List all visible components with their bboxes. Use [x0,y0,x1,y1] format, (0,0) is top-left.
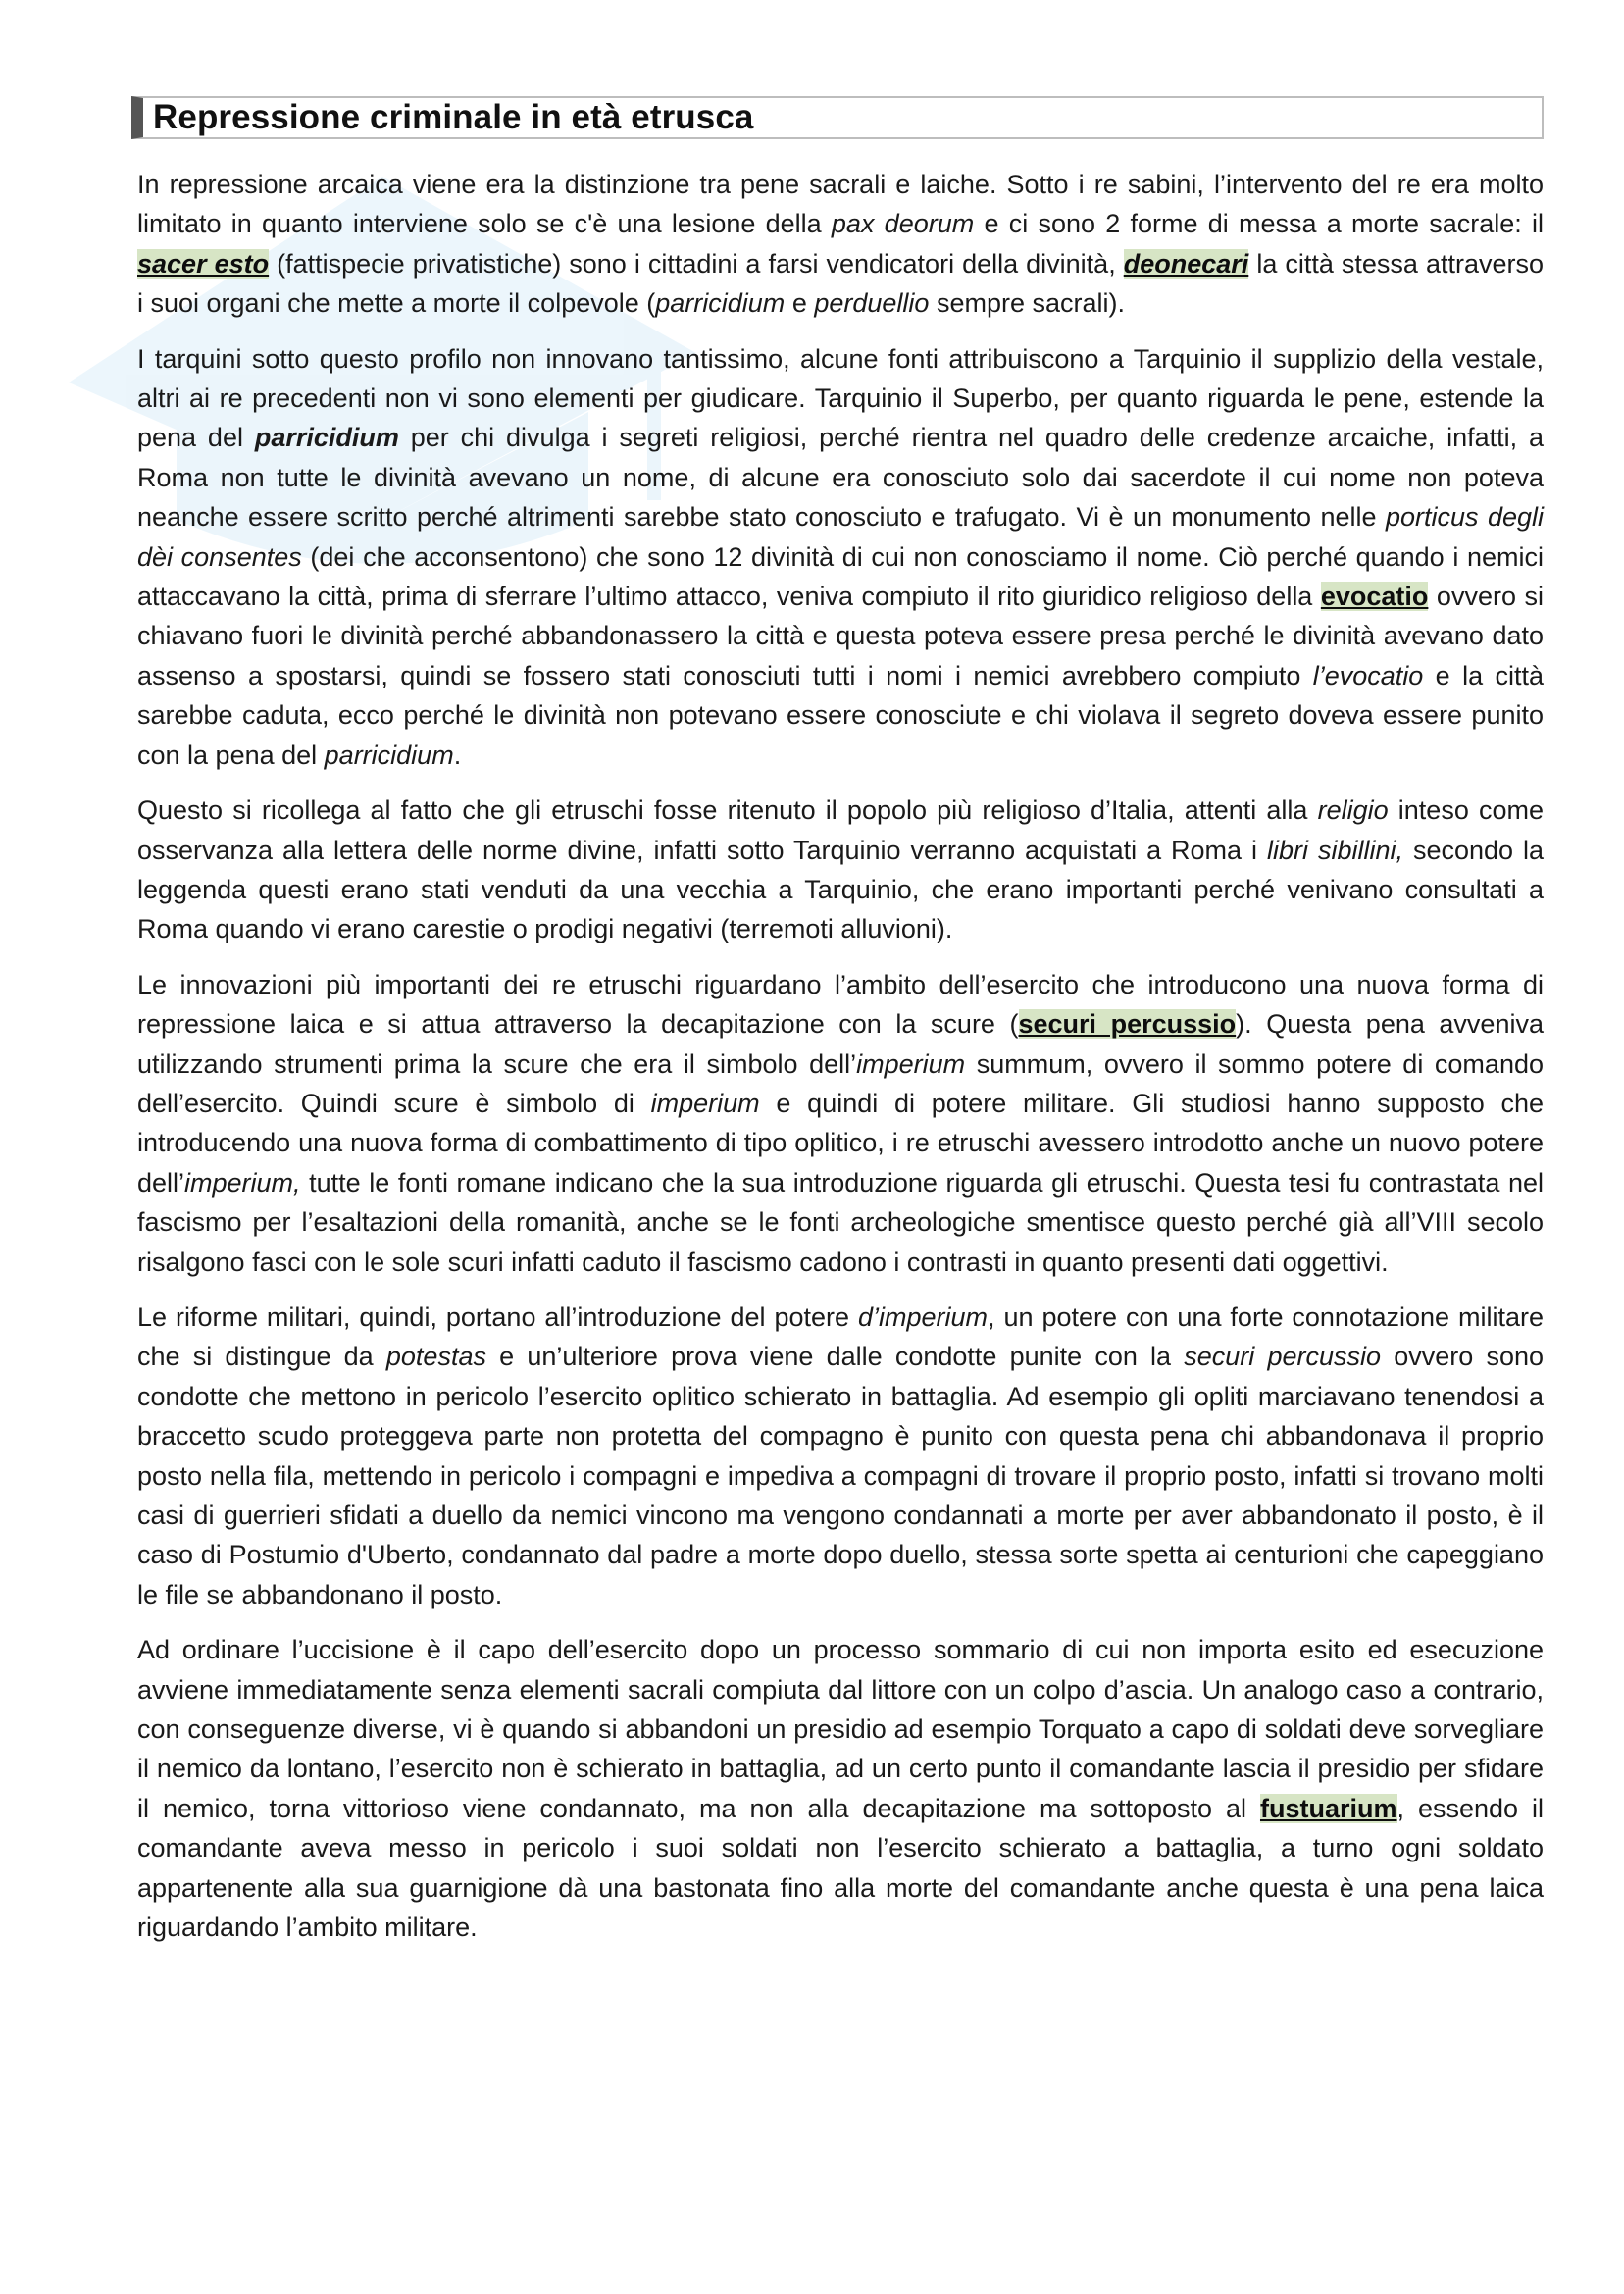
term-religio: religio [1317,795,1389,826]
term-porticus: porticus degli dèi consentes [137,502,1544,572]
term-parricidium: parricidium [254,423,399,453]
text-run: inteso come osservanza alla lettera delle norme divine, infatti sotto Tarquinio verranno acquistati a Roma i [137,795,1545,865]
paragraph-3 [137,790,1544,949]
highlight-securi-percussio: securi percussio [1018,1009,1237,1040]
text-run: tutte le fonti romane indicano che la sua introduzione riguarda gli etruschi. Questa tesi fu contrastata nel fascismo per l’esaltazioni della romanità, anche se le fonti archeologiche smentisce questo perché già all’VIII secolo risalgono fasci con le sole scuri infatti caduto il fascismo cadono i contrasti in quanto presenti dati oggettivi. [137,1167,1544,1277]
document-body [135,165,1544,1947]
text-run: e quindi di potere militare. Gli studiosi hanno supposto che introducendo una nuova forma di combattimento di tipo oplitico, i re etruschi avessero introdotto anche un nuovo potere dell’ [137,1088,1544,1198]
text-run: secondo la leggenda questi erano stati venduti da una vecchia a Tarquinio, che erano importanti perché venivano consultati a Roma quando vi erano carestie o prodigi negativi (terremoti alluvioni). [137,835,1544,944]
paragraph-6 [137,1630,1544,1947]
text-run: ovvero si chiavano fuori le divinità perché abbandonassero la città e questa poteva essere presa perché le divinità avevano dato assenso a spostarsi, quindi se fossero stati conosciuti tutti i nomi i nemici avrebbero compiuto [137,582,1544,690]
text-run: e un’ulteriore prova viene dalle condotte punite con la [485,1342,1185,1372]
text-run: . [453,739,462,770]
term-securi-percussio: securi percussio [1184,1342,1382,1372]
text-run: Le riforme militari, quindi, portano all’introduzione del potere [137,1301,858,1332]
text-run: e [785,288,815,319]
term-parricidium: parricidium [655,288,786,319]
text-run: (dei che acconsentono) che sono 12 divinità di cui non conosciamo il nome. Ciò perché quando i nemici attaccavano la città, prima di sferrare l’ultimo attacco, veniva compiuto il rito giuridico religioso della [137,541,1544,612]
term-imperium: imperium, [184,1167,301,1198]
term-evocatio: l’evocatio [1312,660,1424,690]
section-heading-box [131,96,1544,139]
term-imperium: imperium [650,1088,760,1118]
term-perduellio: perduellio [814,288,930,319]
text-run: per chi divulga i segreti religiosi, perché rientra nel quadro delle credenze arcaiche, infatti, a Roma non tutte le divinità avevano un nome, di alcune era conosciuto solo dai sacerdote il cui nome non poteva neanche essere scritto perché altrimenti sarebbe stato conosciuto e trafugato. Vi è un monumento nelle [137,423,1544,533]
text-run: (fattispecie privatistiche) sono i cittadini a farsi vendicatori della divinità, [269,248,1124,279]
term-imperium: imperium [856,1048,966,1079]
text-run: e la città sarebbe caduta, ecco perché le divinità non potevano essere conosciute e chi violava il segreto doveva essere punito con la pena del [137,660,1544,770]
text-run: ovvero sono condotte che mettono in pericolo l’esercito oplitico schierato in battaglia. Ad esempio gli opliti marciavano tenendosi a braccetto scudo proteggeva parte non protetta del compagno è punito con questa pena chi abbandonava il proprio posto nella fila, mettendo in pericolo i compagni e impediva a compagni di trovare il proprio posto, infatti si trovano molti casi di guerrieri sfidati a duello da nemici vincono ma vengono condannati a morte per aver abbandonato il posto, è il caso di Postumio d'Uberto, condannato dal padre a morte dopo duello, stessa sorte spetta ai centurioni che capeggiano le file se abbandonano il posto. [137,1342,1544,1609]
text-run: Ad ordinare l’uccisione è il capo dell’esercito dopo un processo sommario di cui non importa esito ed esecuzione avviene immediatamente senza elementi sacrali compiuta dal littore con un colpo d’ascia. Un analogo caso a contrario, con conseguenze diverse, vi è quando si abbandoni un presidio ad esempio Torquato a capo di soldati deve sorvegliare il nemico da lontano, l’esercito non è schierato in battaglia, ad un certo punto il comandante lascia il presidio per sfidare il nemico, torna vittorioso viene condannato, ma non alla decapitazione ma sottoposto al [137,1635,1544,1823]
term-potestas: potestas [385,1342,486,1372]
section-heading: Repressione criminale in età etrusca [153,98,754,136]
highlight-fustuarium: fustuarium [1259,1793,1397,1823]
text-run: e ci sono 2 forme di messa a morte sacrale: il [974,209,1545,239]
text-run: , essendo il comandante aveva messo in pericolo i suoi soldati non l’esercito schierato a battaglia, a turno ogni soldato appartenente alla sua guarnigione dà una bastonata fino alla morte del comandante anche questa è una pena laica riguardando l’ambito militare. [137,1793,1544,1943]
highlight-deonecari: deonecari [1123,248,1249,279]
term-parricidium: parricidium [324,739,454,770]
highlight-sacer-esto: sacer esto [137,248,270,279]
text-run: In repressione arcaica viene era la distinzione tra pene sacrali e laiche. Sotto i re sabini, l’intervento del re era molto limitato in quanto interviene solo se c'è una lesione della [137,170,1544,239]
paragraph-2 [137,339,1544,775]
text-run: Le innovazioni più importanti dei re etruschi riguardano l’ambito dell’esercito che introducono una nuova forma di repressione laica e si attua attraverso la decapitazione con la scure ( [137,969,1544,1040]
text-run: , un potere con una forte connotazione militare che si distingue da [137,1301,1544,1372]
text-run: I tarquini sotto questo profilo non innovano tantissimo, alcune fonti attribuiscono a Tarquinio il supplizio della vestale, altri ai re precedenti non vi sono elementi per giudicare. Tarquinio il Superbo, per quanto riguarda le pene, estende la pena del [137,343,1544,453]
text-run: summum, ovvero il sommo potere di comando dell’esercito. Quindi scure è simbolo di [137,1048,1544,1118]
term-pax-deorum: pax deorum [831,209,975,239]
text-run: ). Questa pena avveniva utilizzando strumenti prima la scure che era il simbolo dell’ [137,1009,1544,1079]
paragraph-1 [137,165,1544,324]
paragraph-4 [137,965,1544,1282]
text-run: Questo si ricollega al fatto che gli etruschi fosse ritenuto il popolo più religioso d’Italia, attenti alla [137,795,1318,826]
paragraph-5 [137,1298,1544,1614]
term-imperium: d’imperium [857,1301,989,1332]
text-run: la città stessa attraverso i suoi organi che mette a morte il colpevole ( [137,248,1544,319]
text-run: sempre sacrali). [929,288,1125,319]
highlight-evocatio: evocatio [1320,582,1429,612]
term-libri-sibillini: libri sibillini, [1266,835,1403,865]
document-page [135,96,1544,1963]
